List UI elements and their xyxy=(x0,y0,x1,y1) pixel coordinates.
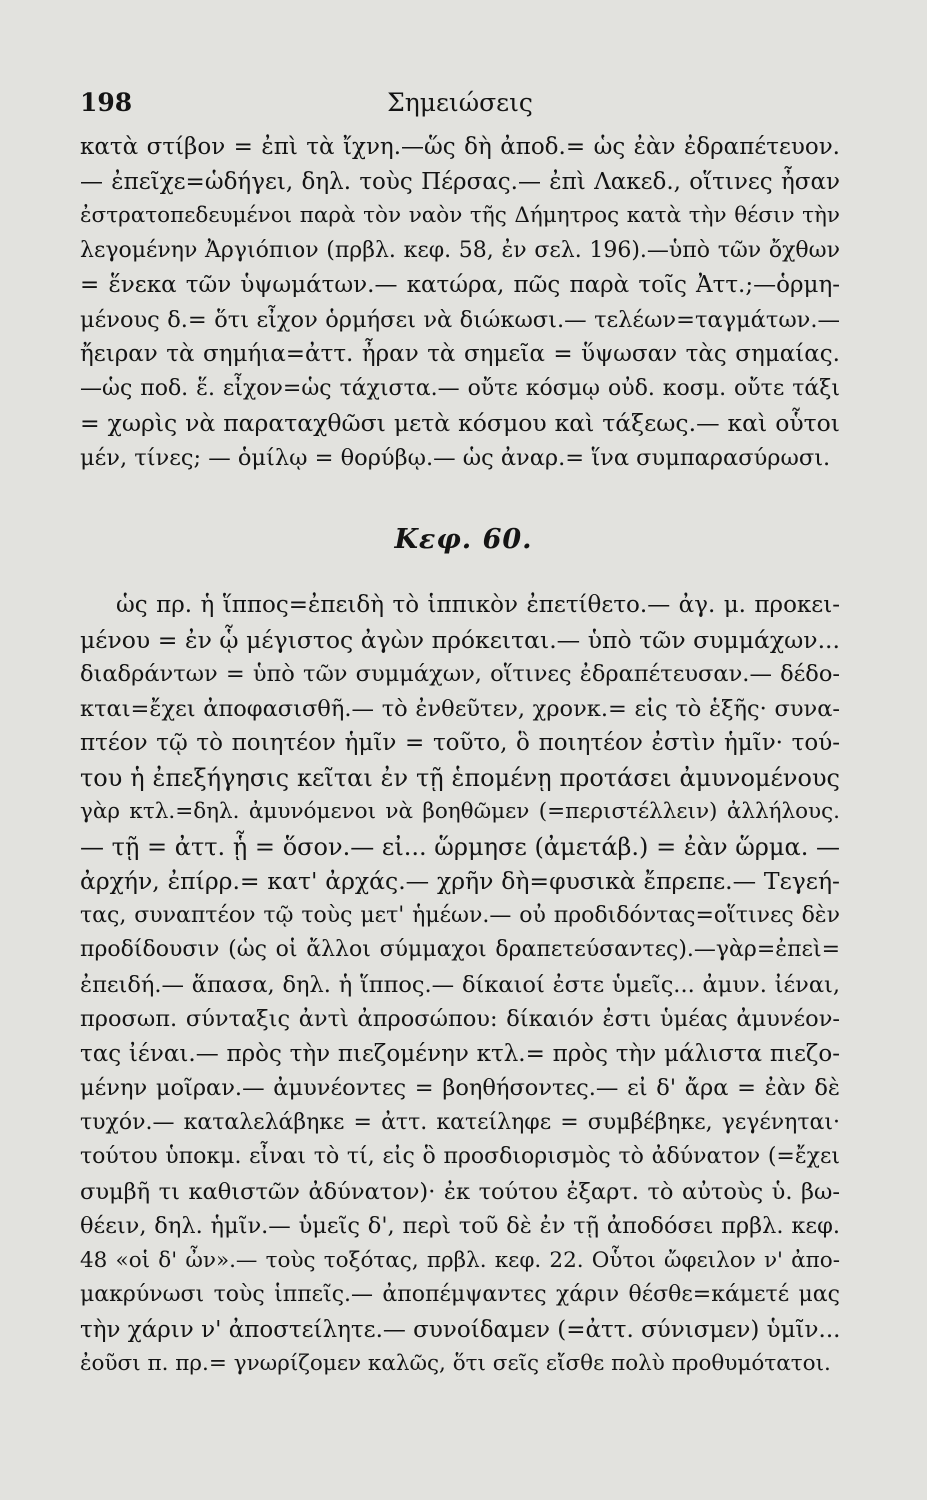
text-line: τας ἰέναι.— πρὸς τὴν πιεζομένην κτλ.= πρὸς τὴν μάλιστα πιεζο- xyxy=(80,1040,840,1067)
chapter-heading: Κεφ. 60. xyxy=(394,524,533,555)
notes-section-2 xyxy=(80,588,840,1382)
text-line: —ὡς ποδ. ἕ. εἶχον=ὡς τάχιστα.— οὔτε κόσμῳ οὐδ. κοσμ. οὔτε τάξι xyxy=(80,375,840,401)
text-line: γὰρ κτλ.=δηλ. ἀμυνόμενοι νὰ βοηθῶμεν (=περιστέλλειν) ἀλλήλους. xyxy=(80,799,840,824)
text-line: ἐοῦσι π. πρ.= γνωρίζομεν καλῶς, ὅτι σεῖς εἴσθε πολὺ προθυμότατοι. xyxy=(80,1351,831,1376)
text-line: προδίδουσιν (ὡς οἱ ἄλλοι σύμμαχοι δραπετεύσαντες).—γὰρ=ἐπεὶ= xyxy=(80,937,840,962)
text-line: 48 «οἱ δ' ὦν».— τοὺς τοξότας, πρβλ. κεφ. 22. Οὗτοι ὤφειλον ν' ἀπο- xyxy=(80,1247,840,1273)
text-line: προσωπ. σύνταξις ἀντὶ ἀπροσώπου: δίκαιόν ἐστι ὑμέας ἀμυνέον- xyxy=(80,1006,840,1032)
text-line: τας, συναπτέον τῷ τοὺς μετ' ἡμέων.— οὐ προδιδόντας=οἵτινες δὲν xyxy=(80,902,840,928)
text-line: μέν, τίνες; — ὁμίλῳ = θορύβῳ.— ὡς ἀναρ.= ἵνα συμπαρασύρωσι. xyxy=(80,444,831,471)
text-line: ἐπειδή.— ἅπασα, δηλ. ἡ ἵππος.— δίκαιοί ἐστε ὑμεῖς... ἀμυν. ἰέναι, xyxy=(80,971,840,998)
text-line: θέειν, δηλ. ἡμῖν.— ὑμεῖς δ', περὶ τοῦ δὲ ἐν τῇ ἀποδόσει πρβλ. κεφ. xyxy=(80,1213,840,1239)
text-line: ἤειραν τὰ σημήια=ἀττ. ἦραν τὰ σημεῖα = ὕψωσαν τὰς σημαίας. xyxy=(80,341,840,367)
text-line: τυχόν.— καταλελάβηκε = ἀττ. κατείληφε = συμβέβηκε, γεγένηται· xyxy=(80,1109,840,1135)
text-line: τὴν χάριν ν' ἀποστείλητε.— συνοίδαμεν (=ἀττ. σύνισμεν) ὑμῖν... xyxy=(80,1316,840,1343)
text-line: = χωρὶς νὰ παραταχθῶσι μετὰ κόσμου καὶ τάξεως.— καὶ οὗτοι xyxy=(80,409,840,437)
text-line: μένην μοῖραν.— ἀμυνέοντες = βοηθήσοντες.— εἰ δ' ἄρα = ἐὰν δὲ xyxy=(80,1075,840,1101)
text-line: λεγομένην Ἀργιόπιον (πρβλ. κεφ. 58, ἐν σελ. 196).—ὑπὸ τῶν ὄχθων xyxy=(80,237,840,263)
text-line: τούτου ὑποκμ. εἶναι τὸ τί, εἰς ὃ προσδιορισμὸς τὸ ἀδύνατον (=ἔχει xyxy=(80,1144,840,1169)
text-line: ἐστρατοπεδευμένοι παρὰ τὸν ναὸν τῆς Δήμητρος κατὰ τὴν θέσιν τὴν xyxy=(80,203,840,228)
text-line: κται=ἔχει ἀποφασισθῆ.— τὸ ἐνθεῦτεν, χρονκ.= εἰς τὸ ἑξῆς· συνα- xyxy=(80,695,840,722)
text-line: — τῇ = ἀττ. ᾗ = ὅσον.— εἰ... ὥρμησε (ἀμετάβ.) = ἐὰν ὥρμα. — xyxy=(80,832,840,861)
notes-section-1 xyxy=(80,130,840,475)
text-line: = ἕνεκα τῶν ὑψωμάτων.— κατώρα, πῶς παρὰ τοῖς Ἀττ.;—ὁρμη- xyxy=(80,272,840,298)
text-line: κατὰ στίβον = ἐπὶ τὰ ἴχνη.—ὥς δὴ ἀποδ.= ὡς ἐὰν ἐδραπέτευον. xyxy=(80,134,840,160)
text-line: — ἐπεῖχε=ὡδήγει, δηλ. τοὺς Πέρσας.— ἐπὶ Λακεδ., οἵτινες ἦσαν xyxy=(80,168,840,195)
page-number: 198 xyxy=(80,88,133,117)
text-line: διαδράντων = ὑπὸ τῶν συμμάχων, οἵτινες ἐδραπέτευσαν.— δέδο- xyxy=(80,661,840,687)
text-line: μακρύνωσι τοὺς ἱππεῖς.— ἀποπέμψαντες χάριν θέσθε=κάμετέ μας xyxy=(80,1282,840,1307)
text-line: πτέον τῷ τὸ ποιητέον ἡμῖν = τοῦτο, ὃ ποιητέον ἐστὶν ἡμῖν· τού- xyxy=(80,730,840,756)
text-line: ὡς πρ. ἡ ἵππος=ἐπειδὴ τὸ ἱππικὸν ἐπετίθετο.— ἀγ. μ. προκει- xyxy=(116,592,840,618)
text-line: συμβῆ τι καθιστῶν ἀδύνατον)· ἐκ τούτου ἐξαρτ. τὸ αὐτοὺς ὑ. βω- xyxy=(80,1178,840,1205)
text-line: μένου = ἐν ᾧ μέγιστος ἀγὼν πρόκειται.— ὑπὸ τῶν συμμάχων... xyxy=(80,625,840,654)
text-line: μένους δ.= ὅτι εἶχον ὁρμήσει νὰ διώκωσι.— τελέων=ταγμάτων.— xyxy=(80,306,840,333)
text-line: ἀρχήν, ἐπίρρ.= κατ' ἀρχάς.— χρῆν δὴ=φυσικὰ ἔπρεπε.— Τεγεή- xyxy=(80,867,840,895)
running-title: Σημειώσεις xyxy=(387,88,533,117)
text-line: του ἡ ἐπεξήγησις κεῖται ἐν τῇ ἑπομένῃ προτάσει ἀμυνομένους xyxy=(80,763,840,792)
